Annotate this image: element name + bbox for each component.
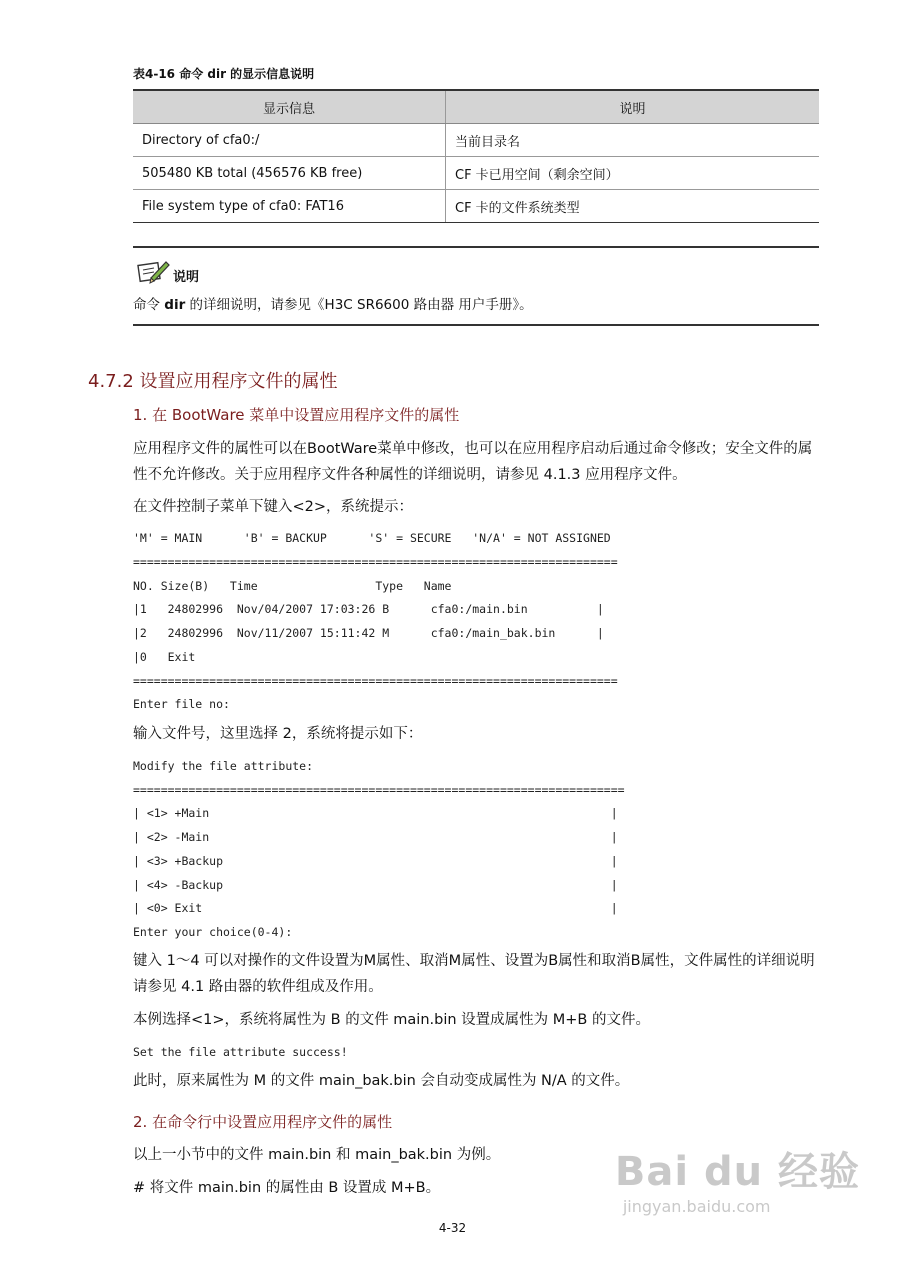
note-box [133,246,819,326]
code-line: Modify the file attribute: [133,759,314,773]
baidu-watermark [615,1140,860,1216]
table-row [133,190,819,223]
paragraph: 此时，原来属性为 M 的文件 main_bak.bin 会自动变成属性为 N/A 的文件。 [133,1073,630,1089]
code-line: Enter your choice(0-4): [133,925,293,939]
code-line: | <1> +Main | [133,806,618,820]
code-line: | <2> -Main | [133,830,618,844]
info-table [133,89,819,223]
table-cell: 当前目录名 [446,124,820,157]
code-line: ====================================================================== [133,674,618,688]
watermark-url: jingyan.baidu.com [622,1197,771,1216]
code-line: ====================================================================== [133,555,618,569]
page-number: 4-32 [438,1221,467,1235]
section-heading: 4.7.2 设置应用程序文件的属性 [88,371,338,392]
paragraph: 输入文件号，这里选择 2，系统将提示如下： [133,726,423,742]
code-line: |0 Exit [133,650,196,664]
table-cell: CF 卡已用空间（剩余空间） [446,157,820,190]
code-line: |2 24802996 Nov/11/2007 15:11:42 M cfa0:/main_bak.bin | [133,626,604,640]
watermark-brand: Bai du 经验 [614,1149,860,1195]
paragraph: # 将文件 main.bin 的属性由 B 设置成 M+B。 [133,1180,441,1196]
note-title: 说明 [173,270,200,285]
paragraph: 在文件控制子菜单下键入<2>，系统提示： [133,499,414,515]
code-line: |1 24802996 Nov/04/2007 17:03:26 B cfa0:/main.bin | [133,602,604,616]
table-row [133,157,819,190]
table-row [133,124,819,157]
table-cell: Directory of cfa0:/ [133,124,446,157]
paragraph: 键入 1～4 可以对操作的文件设置为M属性、取消M属性、设置为B属性和取消B属性，文件属性的详细说明请参见 4.1 路由器的软件组成及作用。 [133,953,815,995]
table-header-row [133,90,819,124]
subsection-heading: 2. 在命令行中设置应用程序文件的属性 [133,1113,393,1131]
subsection-heading: 1. 在 BootWare 菜单中设置应用程序文件的属性 [133,406,460,424]
code-line: Set the file attribute success! [133,1045,348,1059]
code-line: | <4> -Backup | [133,878,618,892]
note-text: 命令 dir 的详细说明，请参见《H3C SR6600 路由器 用户手册》。 [133,297,533,313]
code-line: | <3> +Backup | [133,854,618,868]
table-cell: 505480 KB total (456576 KB free) [133,157,446,190]
code-line: | <0> Exit | [133,901,618,915]
table-header-cell: 显示信息 [133,90,446,124]
paragraph: 应用程序文件的属性可以在BootWare菜单中修改，也可以在应用程序启动后通过命令修改；安全文件的属性不允许修改。关于应用程序文件各种属性的详细说明，请参见 4.1.3 应用程序文件。 [133,441,813,483]
code-line: 'M' = MAIN 'B' = BACKUP 'S' = SECURE 'N/A' = NOT ASSIGNED [133,531,611,545]
code-line: NO. Size(B) Time Type Name [133,579,452,593]
paragraph: 本例选择<1>，系统将属性为 B 的文件 main.bin 设置成属性为 M+B 的文件。 [133,1012,650,1028]
pencil-note-icon [137,258,171,288]
code-line: Enter file no: [133,697,230,711]
code-line: ======================================================================= [133,783,625,797]
table-header-cell: 说明 [446,90,820,124]
table-caption: 表4-16 命令 dir 的显示信息说明 [133,67,315,81]
paragraph: 以上一小节中的文件 main.bin 和 main_bak.bin 为例。 [133,1147,501,1163]
table-cell: File system type of cfa0: FAT16 [133,190,446,223]
table-cell: CF 卡的文件系统类型 [446,190,820,223]
